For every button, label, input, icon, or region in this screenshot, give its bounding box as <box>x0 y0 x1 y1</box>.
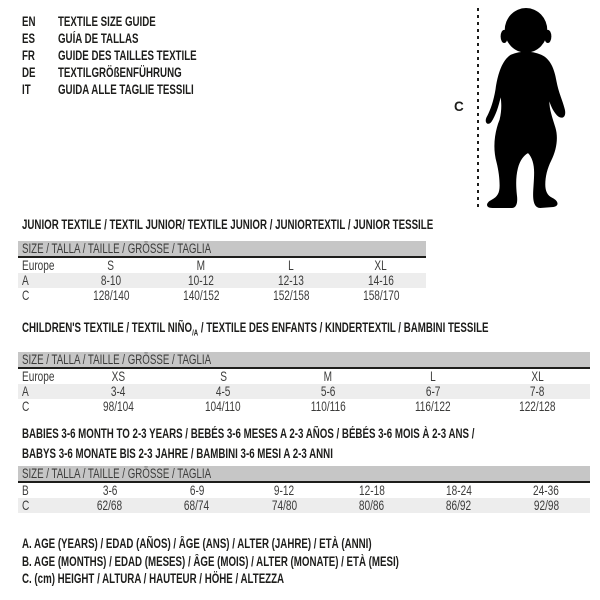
height-label-c: C <box>454 99 464 114</box>
size-table-section-junior <box>18 217 434 303</box>
table-row <box>18 498 590 513</box>
data-cell: 14-16 <box>368 272 394 288</box>
data-cell: 24-36 <box>533 482 560 498</box>
data-cell: 74/80 <box>271 497 297 513</box>
table-row <box>18 483 590 498</box>
legend-line: B. AGE (MONTHS) / EDAD (MESES) / ÂGE (MOIS) / ALTER (MONATE) / ETÀ (MESI) <box>22 553 399 569</box>
table-row <box>18 384 590 399</box>
height-figure <box>446 6 596 212</box>
table-row <box>18 288 426 303</box>
size-header-label: SIZE / TALLA / TAILLE / GRÖSSE / TAGLIA <box>22 351 212 367</box>
data-cell: M <box>323 367 333 384</box>
data-cell: 152/158 <box>272 287 310 303</box>
row-label-cell: Europe <box>22 367 55 384</box>
data-cell: 12-18 <box>358 482 385 498</box>
language-row <box>22 47 265 64</box>
language-label: TEXTILE SIZE GUIDE <box>58 14 156 29</box>
row-label-cell: C <box>22 287 30 303</box>
language-title-list <box>22 13 265 98</box>
data-cell: 6-7 <box>425 382 441 399</box>
language-label: GUIDA ALLE TAGLIE TESSILI <box>58 82 194 97</box>
data-cell: L <box>288 257 294 273</box>
table-row <box>18 369 590 384</box>
data-cell: 3-6 <box>102 482 117 498</box>
data-cell: L <box>429 367 436 384</box>
size-table <box>18 369 590 414</box>
language-label: GUIDE DES TAILLES TEXTILE <box>58 48 197 63</box>
data-cell: 116/122 <box>414 397 451 414</box>
baby-silhouette-icon <box>484 8 568 208</box>
language-label: GUÍA DE TALLAS <box>58 31 139 46</box>
size-header-label: SIZE / TALLA / TAILLE / GRÖSSE / TAGLIA <box>22 241 212 256</box>
data-cell: 7-8 <box>530 382 545 399</box>
language-label: TEXTILGRÖßENFÜHRUNG <box>58 65 182 80</box>
data-cell: S <box>107 257 115 273</box>
data-cell: 110/116 <box>310 397 346 414</box>
legend <box>22 535 545 588</box>
row-label-cell: C <box>22 497 30 513</box>
data-cell: 9-12 <box>274 482 295 498</box>
language-row <box>22 30 265 47</box>
data-cell: 128/140 <box>92 287 130 303</box>
data-cell: S <box>219 367 227 384</box>
row-label-cell: C <box>22 397 30 414</box>
table-title: CHILDREN'S TEXTILE / TEXTIL $NIÑO_{/A}$ / TEXTILE DES ENFANTS / KINDERTEXTIL / BAMBINI TESSILE <box>22 320 489 338</box>
data-cell: 62/68 <box>97 497 123 513</box>
data-cell: 140/152 <box>182 287 220 303</box>
size-header-bar <box>18 241 426 258</box>
language-row <box>22 81 265 98</box>
size-header-label: SIZE / TALLA / TAILLE / GRÖSSE / TAGLIA <box>22 466 212 481</box>
size-table <box>18 258 426 303</box>
data-cell: M <box>196 257 206 273</box>
data-cell: 80/86 <box>359 497 385 513</box>
table-row <box>18 258 426 273</box>
data-cell: 6-9 <box>189 482 205 498</box>
language-code: IT <box>22 82 31 97</box>
row-label-cell: A <box>22 272 29 288</box>
data-cell: 68/74 <box>184 497 210 513</box>
table-row <box>18 399 590 414</box>
data-cell: 158/170 <box>362 287 400 303</box>
data-cell: XL <box>374 257 388 273</box>
language-row <box>22 64 265 81</box>
data-cell: 92/98 <box>533 497 559 513</box>
data-cell: 122/128 <box>519 397 556 414</box>
data-cell: 86/92 <box>446 497 472 513</box>
table-title: BABIES 3-6 MONTH TO 2-3 YEARS / BEBÉS 3-6 MESES A 2-3 AÑOS / BÉBÉS 3-6 MOIS À 2-3 ANS / <box>22 426 475 441</box>
title-subscript: /A <box>192 327 199 338</box>
language-code: DE <box>22 65 36 80</box>
size-header-bar <box>18 466 590 483</box>
row-label-cell: A <box>22 382 29 399</box>
row-label-cell: B <box>22 482 29 498</box>
data-cell: 10-12 <box>188 272 214 288</box>
legend-line: C. (cm) HEIGHT / ALTURA / HAUTEUR / HÖHE / ALTEZZA <box>22 571 285 586</box>
data-cell: 104/110 <box>205 397 242 414</box>
size-table-section-babies <box>18 426 590 513</box>
data-cell: 12-13 <box>278 272 304 288</box>
language-row <box>22 13 265 30</box>
height-dashed-line <box>477 8 479 210</box>
data-cell: 18-24 <box>446 482 472 498</box>
row-label-cell: Europe <box>22 257 55 273</box>
language-code: FR <box>22 48 35 63</box>
language-code: EN <box>22 14 36 29</box>
data-cell: 8-10 <box>100 272 122 288</box>
table-title: JUNIOR TEXTILE / TEXTIL JUNIOR/ TEXTILE JUNIOR / JUNIORTEXTIL / JUNIOR TESSILE <box>22 217 434 232</box>
size-table <box>18 483 590 513</box>
language-code: ES <box>22 31 35 46</box>
data-cell: 3-4 <box>111 382 126 399</box>
table-row <box>18 273 426 288</box>
data-cell: 98/104 <box>102 397 134 414</box>
data-cell: XS <box>111 367 126 384</box>
legend-line: A. AGE (YEARS) / EDAD (AÑOS) / ÂGE (ANS) / ALTER (JAHRE) / ETÀ (ANNI) <box>22 536 372 551</box>
table-title: BABYS 3-6 MONATE BIS 2-3 JAHRE / BAMBINI 3-6 MESI A 2-3 ANNI <box>22 446 333 461</box>
data-cell: 5-6 <box>320 382 336 399</box>
data-cell: XL <box>531 367 544 384</box>
size-table-section-children <box>18 320 590 414</box>
size-header-bar <box>18 352 590 369</box>
data-cell: 4-5 <box>215 382 231 399</box>
